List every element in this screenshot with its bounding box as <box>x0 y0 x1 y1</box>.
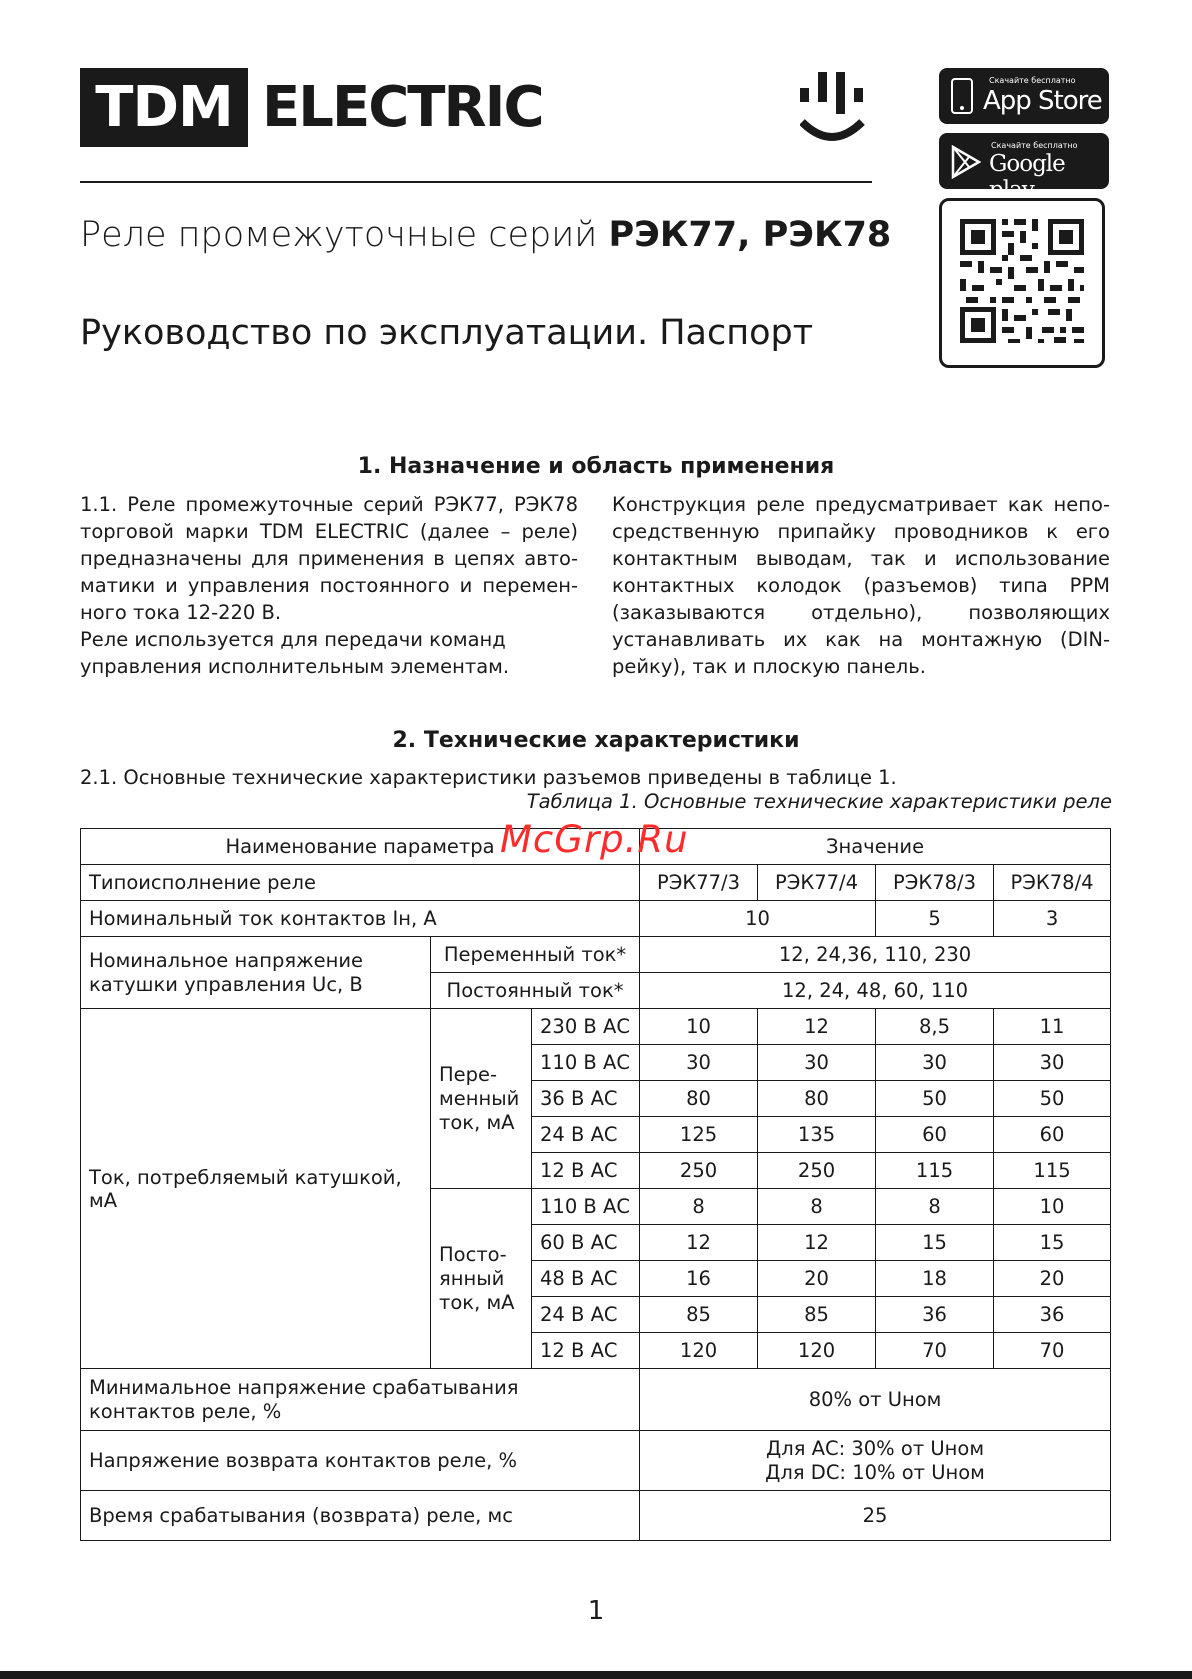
table-cell: 60 В АС <box>532 1225 640 1261</box>
table-cell: 20 <box>994 1261 1111 1297</box>
table-cell: 12 В АС <box>532 1333 640 1369</box>
table-cell: 15 <box>876 1225 994 1261</box>
qr-code-icon <box>942 201 1102 365</box>
table-cell: 85 <box>640 1297 758 1333</box>
play-icon <box>951 145 981 179</box>
google-play-button[interactable] <box>939 133 1109 203</box>
table-cell: 120 <box>758 1333 876 1369</box>
table-cell: 16 <box>640 1261 758 1297</box>
page-number: 1 <box>587 1596 605 1626</box>
table-cell: Минимальное напряжение срабатывания контактов реле, % <box>81 1369 640 1431</box>
table-cell: Типоисполнение реле <box>81 865 640 901</box>
table-row <box>81 1369 1111 1431</box>
table-cell: 15 <box>994 1225 1111 1261</box>
phone-icon <box>951 78 973 114</box>
table-cell: 115 <box>876 1153 994 1189</box>
table-cell: РЭК77/3 <box>640 865 758 901</box>
table-cell: 80 <box>640 1081 758 1117</box>
return-value-dc: Для DC: 10% от Uном <box>765 1460 985 1484</box>
table-cell: 36 В АС <box>532 1081 640 1117</box>
app-store-label: App Store <box>983 86 1102 116</box>
table-cell: РЭК78/3 <box>876 865 994 901</box>
table-cell: 30 <box>994 1045 1111 1081</box>
table-cell: 25 <box>640 1491 1111 1541</box>
table-cell: 10 <box>994 1189 1111 1225</box>
table-cell: 50 <box>876 1081 994 1117</box>
table-cell: Время срабатывания (возврата) реле, мс <box>81 1491 640 1541</box>
bottom-rule <box>0 1671 1192 1679</box>
table-cell: 135 <box>758 1117 876 1153</box>
document-title: Реле промежуточные серий РЭК77, РЭК78 <box>80 215 892 255</box>
section-1-paragraph-1: 1.1. Реле промежуточные серий РЭК77, РЭК78 торговой марки TDM ELECTRIC (далее – реле) предназначены для применения в цепях автоматики и управления постоянного и переменного тока 12-220 В. <box>80 493 578 624</box>
table-cell: 230 В АС <box>532 1009 640 1045</box>
section-1-right-column <box>612 491 1110 680</box>
table-cell: Напряжение возврата контактов реле, % <box>81 1431 640 1491</box>
section-2-intro: 2.1. Основные технические характеристики разъемов приведены в таблице 1. <box>80 766 897 789</box>
table-cell: 30 <box>758 1045 876 1081</box>
table-row <box>81 937 1111 973</box>
table-header-param: Наименование параметра <box>81 829 640 865</box>
specs-table <box>80 828 1111 1541</box>
app-store-small-text: Скачайте бесплатно <box>989 76 1076 85</box>
google-play-small-text: Скачайте бесплатно <box>991 141 1078 150</box>
table-cell: 12, 24,36, 110, 230 <box>640 937 1111 973</box>
table-cell: 12 <box>640 1225 758 1261</box>
table-cell: 36 <box>994 1297 1111 1333</box>
table-cell: 24 В АС <box>532 1297 640 1333</box>
table-cell: Ток, потребляемый катушкой, мА <box>81 1009 431 1369</box>
table-cell: РЭК78/4 <box>994 865 1111 901</box>
table-cell: Постоянный ток* <box>431 973 640 1009</box>
table-cell: 18 <box>876 1261 994 1297</box>
table-cell: 11 <box>994 1009 1111 1045</box>
document-subtitle: Руководство по эксплуатации. Паспорт <box>80 313 814 353</box>
logo-tdm-box: TDM <box>80 68 248 147</box>
table-cell: Номинальный ток контактов Iн, А <box>81 901 640 937</box>
table-cell: РЭК77/4 <box>758 865 876 901</box>
table-cell: 48 В АС <box>532 1261 640 1297</box>
table-cell: 115 <box>994 1153 1111 1189</box>
table-cell: 250 <box>640 1153 758 1189</box>
return-value-ac: Для АС: 30% от Uном <box>766 1436 985 1460</box>
table-cell: 24 В АС <box>532 1117 640 1153</box>
table-cell: Переменный ток* <box>431 937 640 973</box>
table-cell: 20 <box>758 1261 876 1297</box>
table-cell: 70 <box>994 1333 1111 1369</box>
table-cell: 36 <box>876 1297 994 1333</box>
table-cell: 8,5 <box>876 1009 994 1045</box>
section-1-left-column <box>80 491 578 680</box>
table-cell: Номинальное напряжение катушки управления Uc, В <box>81 937 431 1009</box>
app-store-button[interactable] <box>939 68 1109 124</box>
table-cell: 70 <box>876 1333 994 1369</box>
table-cell: 120 <box>640 1333 758 1369</box>
table-cell: 110 В АС <box>532 1189 640 1225</box>
table-cell: 30 <box>876 1045 994 1081</box>
table-cell: 85 <box>758 1297 876 1333</box>
table-row <box>81 1009 1111 1045</box>
table-cell: 12 <box>758 1009 876 1045</box>
table-cell: Посто-янный ток, мА <box>431 1189 532 1369</box>
table-cell: 110 В АС <box>532 1045 640 1081</box>
table-cell: 12 <box>758 1225 876 1261</box>
google-play-label: Google play <box>989 151 1065 203</box>
table-cell: Пере-менный ток, мА <box>431 1009 532 1189</box>
table-cell <box>640 1431 1111 1491</box>
qr-code-frame[interactable] <box>939 198 1105 368</box>
table-cell: 12 В АС <box>532 1153 640 1189</box>
table-cell: 80 <box>758 1081 876 1117</box>
header-rule <box>80 181 872 183</box>
table-cell: 10 <box>640 901 876 937</box>
table-cell: 8 <box>758 1189 876 1225</box>
table-cell: 125 <box>640 1117 758 1153</box>
table-header-value: Значение <box>640 829 1111 865</box>
table-cell: 80% от Uном <box>640 1369 1111 1431</box>
table-cell: 8 <box>640 1189 758 1225</box>
table-cell: 10 <box>640 1009 758 1045</box>
table-row <box>81 1431 1111 1491</box>
table-row <box>81 865 1111 901</box>
table-cell: 50 <box>994 1081 1111 1117</box>
watermark: McGrp.Ru <box>500 818 689 861</box>
table-cell: 30 <box>640 1045 758 1081</box>
table-cell: 60 <box>994 1117 1111 1153</box>
table-cell: 8 <box>876 1189 994 1225</box>
table-row <box>81 1491 1111 1541</box>
table-cell: 5 <box>876 901 994 937</box>
section-1-paragraph-3: Конструкция реле предусматривает как непосредственную припайку проводников к его контактным выводам, так и использование контактных колодок (разъемов) типа PPM (заказываются отдельно), позволяющих устанавливать их как на монтажную (DIN-рейку), так и плоскую панель. <box>612 493 1110 678</box>
section-1-paragraph-2: Реле используется для передачи команд управления исполнительным элементам. <box>80 628 510 678</box>
table-cell: 12, 24, 48, 60, 110 <box>640 973 1111 1009</box>
table-caption: Таблица 1. Основные технические характеристики реле <box>526 790 1112 813</box>
table-cell: 60 <box>876 1117 994 1153</box>
section-2-heading: 2. Технические характеристики <box>392 728 800 753</box>
section-1-heading: 1. Назначение и область применения <box>357 454 835 479</box>
brand-smile-icon <box>800 70 870 150</box>
table-cell: 3 <box>994 901 1111 937</box>
table-cell: 250 <box>758 1153 876 1189</box>
logo-electric-word: ELECTRIC <box>262 75 543 140</box>
table-row <box>81 901 1111 937</box>
